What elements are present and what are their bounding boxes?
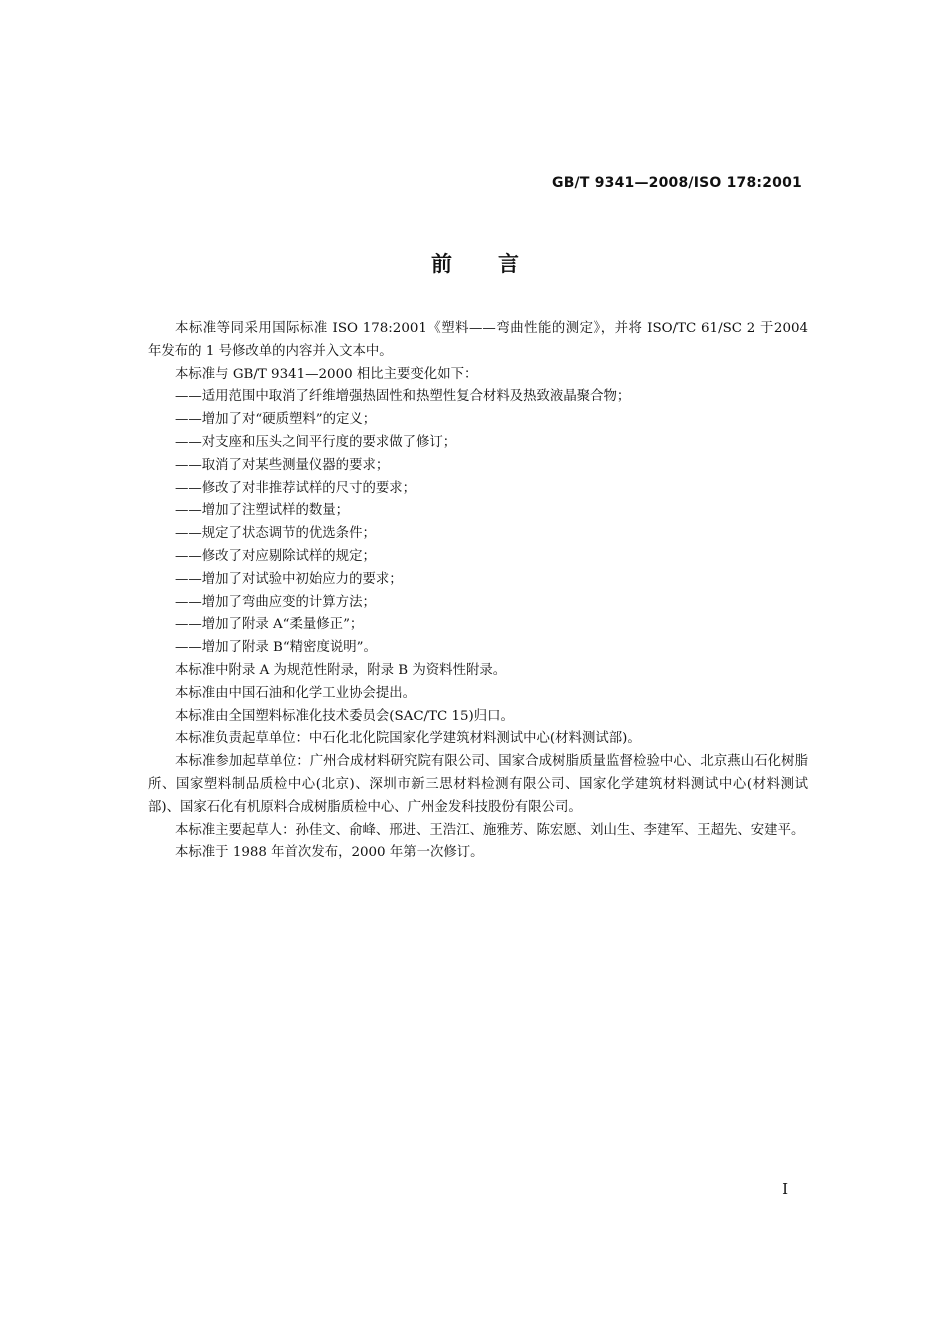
change-item: ——增加了弯曲应变的计算方法； — [175, 594, 376, 610]
paragraph-committee: 本标准由全国塑料标准化技术委员会(SAC/TC 15)归口。 — [175, 708, 514, 724]
change-item: ——修改了对应剔除试样的规定； — [175, 548, 376, 564]
change-item: ——适用范围中取消了纤维增强热固性和热塑性复合材料及热致液晶聚合物； — [175, 389, 631, 405]
change-item: ——增加了附录 A“柔量修正”； — [175, 617, 364, 633]
document-code: GB/T 9341—2008/ISO 178:2001 — [552, 175, 802, 191]
foreword-body — [148, 318, 808, 865]
paragraph-annexes: 本标准中附录 A 为规范性附录，附录 B 为资料性附录。 — [175, 662, 507, 678]
page-title-char-2: 言 — [498, 252, 519, 276]
change-item: ——增加了对“硬质塑料”的定义； — [175, 412, 377, 428]
change-item: ——修改了对非推荐试样的尺寸的要求； — [175, 480, 417, 496]
paragraph-history: 本标准于 1988 年首次发布，2000 年第一次修订。 — [175, 845, 484, 861]
change-item: ——增加了注塑试样的数量； — [175, 503, 350, 519]
change-item: ——取消了对某些测量仪器的要求； — [175, 457, 390, 473]
paragraph-changes-intro: 本标准与 GB/T 9341—2000 相比主要变化如下： — [175, 366, 478, 382]
page-title-char-1: 前 — [431, 252, 452, 276]
change-item: ——对支座和压头之间平行度的要求做了修订； — [175, 434, 457, 450]
change-item: ——增加了对试验中初始应力的要求； — [175, 571, 403, 587]
change-item: ——增加了附录 B“精密度说明”。 — [175, 640, 377, 656]
paragraph-lead-drafter: 本标准负责起草单位：中石化北化院国家化学建筑材料测试中心(材料测试部)。 — [175, 731, 641, 747]
paragraph-adoption: 本标准等同采用国际标准 ISO 178:2001《塑料——弯曲性能的测定》，并将 ISO/TC 61/SC 2 于2004 年发布的 1 号修改单的内容并入文本中。 — [148, 321, 808, 359]
page-number: I — [782, 1180, 788, 1198]
paragraph-participating-drafters: 本标准参加起草单位：广州合成材料研究院有限公司、国家合成树脂质量监督检验中心、北京燕山石化树脂所、国家塑料制品质检中心(北京)、深圳市新三思材料检测有限公司、国家化学建筑材料测试中心(材料测试部)、国家石化有机原料合成树脂质检中心、广州金发科技股份有限公司。 — [148, 754, 808, 815]
paragraph-main-drafters: 本标准主要起草人：孙佳文、俞峰、邢进、王浩江、施雅芳、陈宏愿、刘山生、李建军、王超先、安建平。 — [175, 822, 805, 838]
paragraph-proposer: 本标准由中国石油和化学工业协会提出。 — [175, 685, 417, 701]
change-item: ——规定了状态调节的优选条件； — [175, 526, 376, 542]
page-title — [0, 248, 950, 278]
